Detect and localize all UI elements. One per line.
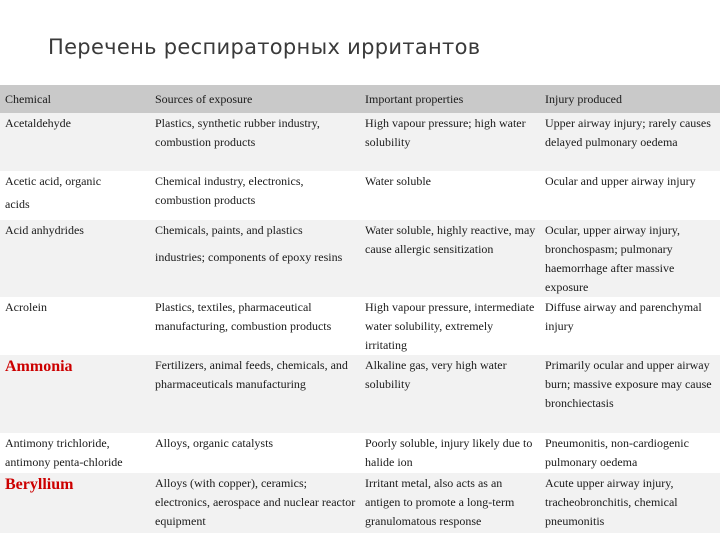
cell-chemical (0, 473, 150, 533)
cell-injury: Diffuse airway and parenchymal injury (540, 297, 720, 355)
table-row (0, 220, 720, 297)
cell-properties: Irritant metal, also acts as an antigen to promote a long-term granulomatous response (360, 473, 540, 533)
chemical-line-1: Acetic acid, organic (5, 174, 102, 188)
cell-sources (150, 220, 360, 297)
table-row (0, 473, 720, 533)
cell-properties: Alkaline gas, very high water solubility (360, 355, 540, 433)
cell-properties: High vapour pressure, intermediate water solubility, extremely irritating (360, 297, 540, 355)
table-row (0, 171, 720, 220)
table-row (0, 297, 720, 355)
cell-injury: Ocular, upper airway injury, bronchospasm; pulmonary haemorrhage after massive exposure (540, 220, 720, 297)
table-row (0, 113, 720, 171)
sources-line-2: industries; components of epoxy resins (155, 250, 343, 264)
cell-chemical: Acetaldehyde (0, 113, 150, 171)
cell-injury: Acute upper airway injury, tracheobronchitis, chemical pneumonitis (540, 473, 720, 533)
cell-properties: Poorly soluble, injury likely due to halide ion (360, 433, 540, 473)
cell-injury: Pneumonitis, non-cardiogenic pulmonary oedema (540, 433, 720, 473)
table-header-row (0, 85, 720, 113)
irritants-table (0, 85, 720, 533)
cell-injury: Ocular and upper airway injury (540, 171, 720, 220)
cell-properties: Water soluble (360, 171, 540, 220)
cell-sources: Fertilizers, animal feeds, chemicals, and pharmaceuticals manufacturing (150, 355, 360, 433)
cell-chemical (0, 355, 150, 433)
cell-sources: Alloys (with copper), ceramics; electronics, aerospace and nuclear reactor equipment (150, 473, 360, 533)
cell-injury: Primarily ocular and upper airway burn; massive exposure may cause bronchiectasis (540, 355, 720, 433)
header-injury: Injury produced (540, 85, 720, 113)
cell-injury: Upper airway injury; rarely causes delayed pulmonary oedema (540, 113, 720, 171)
header-chemical: Chemical (0, 85, 150, 113)
table-row (0, 433, 720, 473)
cell-sources: Plastics, textiles, pharmaceutical manufacturing, combustion products (150, 297, 360, 355)
cell-sources: Alloys, organic catalysts (150, 433, 360, 473)
cell-sources: Plastics, synthetic rubber industry, combustion products (150, 113, 360, 171)
chemical-line-2: acids (5, 197, 30, 211)
header-properties: Important properties (360, 85, 540, 113)
cell-properties: High vapour pressure; high water solubility (360, 113, 540, 171)
chemical-highlight: Beryllium (5, 476, 74, 493)
sources-line-1: Chemicals, paints, and plastics (155, 223, 303, 237)
chemical-highlight: Ammonia (5, 358, 73, 375)
cell-properties: Water soluble, highly reactive, may cause allergic sensitization (360, 220, 540, 297)
slide-title: Перечень респираторных ирритантов (48, 35, 481, 59)
cell-chemical: Acrolein (0, 297, 150, 355)
cell-chemical (0, 171, 150, 220)
cell-chemical: Acid anhydrides (0, 220, 150, 297)
cell-chemical: Antimony trichloride, antimony penta-chloride (0, 433, 150, 473)
cell-sources: Chemical industry, electronics, combustion products (150, 171, 360, 220)
header-sources: Sources of exposure (150, 85, 360, 113)
table-row (0, 355, 720, 433)
